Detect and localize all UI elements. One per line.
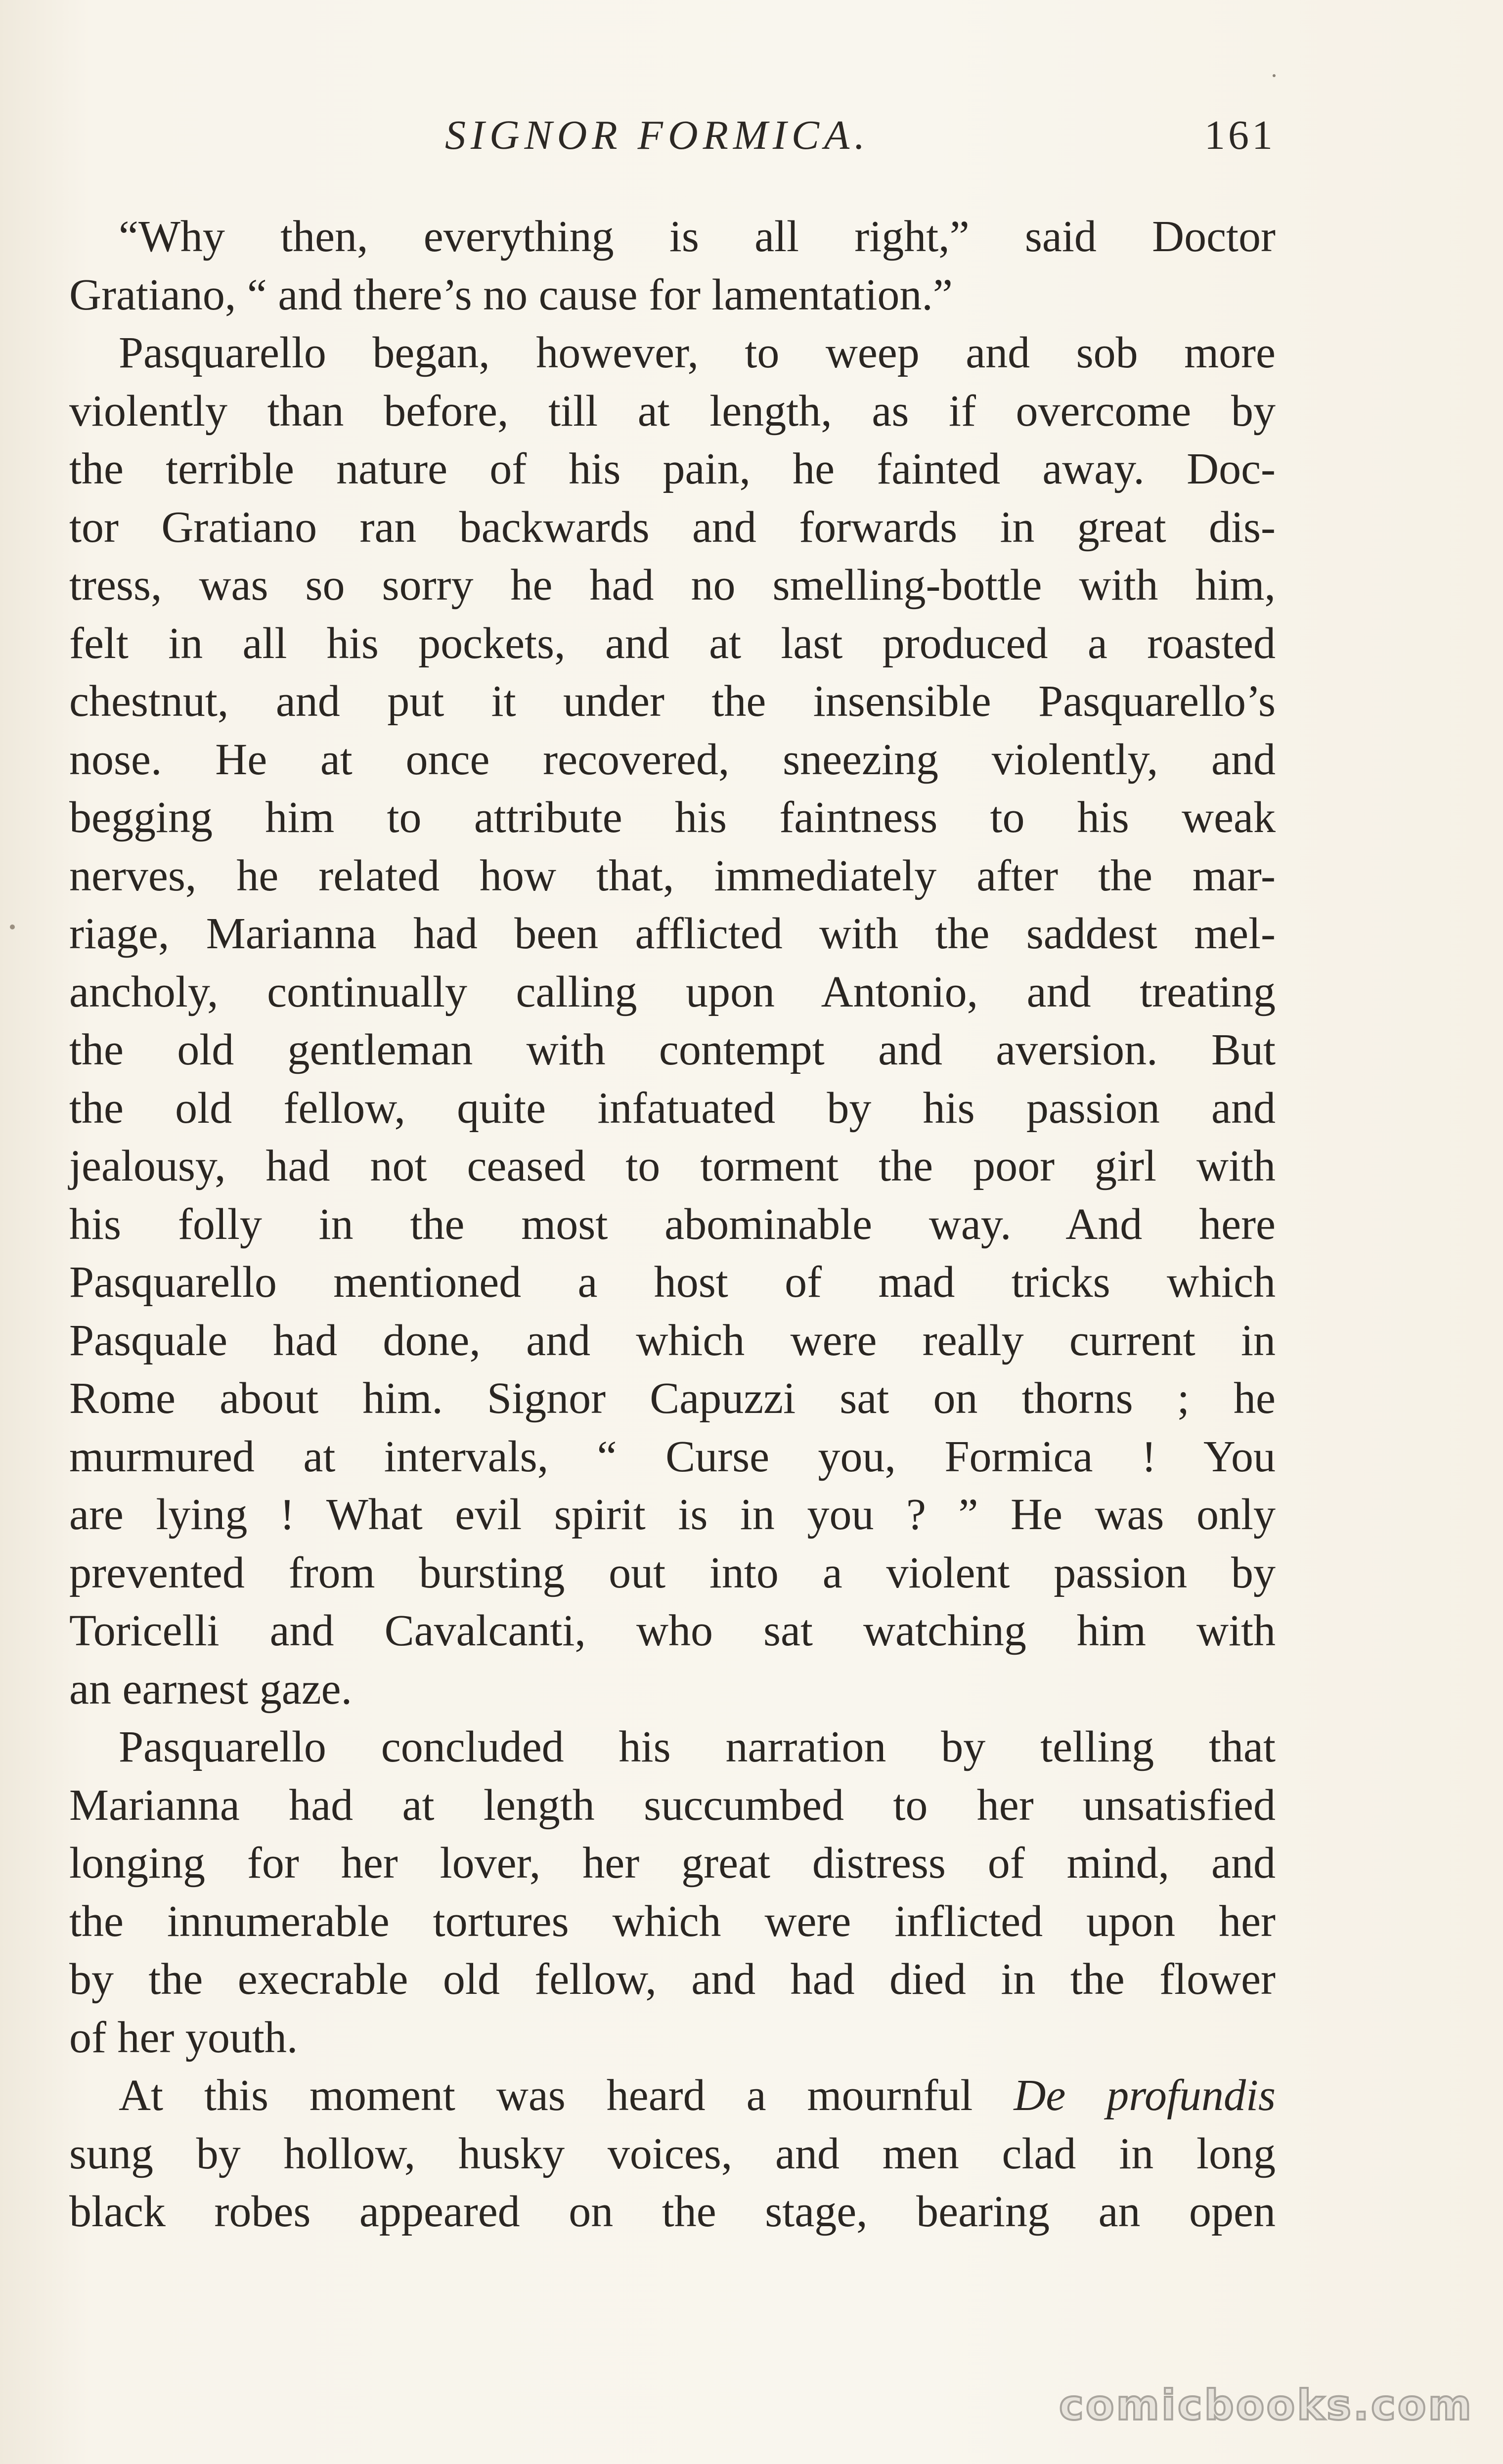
text-line-content: longing for her lover, her great distress of mind, and xyxy=(69,1839,1276,1888)
page-number: 161 xyxy=(1204,112,1276,158)
text-line xyxy=(69,208,1276,266)
text-line xyxy=(69,963,1276,1021)
text-line xyxy=(69,1253,1276,1312)
text-line xyxy=(69,1079,1276,1138)
text-line-content: ancholy, continually calling upon Antonio, and treating xyxy=(69,967,1276,1016)
text-line xyxy=(69,789,1276,847)
text-line-content: At this moment was heard a mournful xyxy=(119,2071,973,2120)
text-line xyxy=(69,731,1276,789)
text-line-content: black robes appeared on the stage, bearing an open xyxy=(69,2187,1276,2236)
text-line-content: begging him to attribute his faintness to his weak xyxy=(69,793,1276,842)
text-line-content: nerves, he related how that, immediately after the mar- xyxy=(69,851,1276,900)
text-line xyxy=(69,1021,1276,1079)
text-line xyxy=(69,1834,1276,1892)
text-line-content: tress, was so sorry he had no smelling-bottle with him, xyxy=(69,561,1276,610)
text-line-content: his folly in the most abominable way. And here xyxy=(69,1199,1276,1249)
body-text xyxy=(69,208,1276,2241)
text-line-content: Pasquarello concluded his narration by telling that xyxy=(119,1722,1276,1771)
text-line-content: prevented from bursting out into a violent passion by xyxy=(69,1548,1276,1597)
text-line xyxy=(69,1660,1276,1718)
text-line xyxy=(69,1312,1276,1370)
text-line-content: “Why then, everything is all right,” said Doctor xyxy=(119,212,1276,261)
text-line xyxy=(69,1776,1276,1835)
text-line-content: tor Gratiano ran backwards and forwards in great dis- xyxy=(69,502,1276,552)
text-line xyxy=(69,1137,1276,1195)
text-line-content: of her youth. xyxy=(69,2013,298,2062)
text-line xyxy=(69,498,1276,557)
text-line-content: Gratiano, “ and there’s no cause for lamentation.” xyxy=(69,270,953,319)
text-line xyxy=(69,1602,1276,1660)
text-line xyxy=(69,556,1276,615)
text-line-content: Pasquarello mentioned a host of mad tricks which xyxy=(69,1258,1276,1307)
text-line-content: the old fellow, quite infatuated by his passion and xyxy=(69,1083,1276,1133)
text-line xyxy=(69,2183,1276,2241)
text-line-content: nose. He at once recovered, sneezing violently, and xyxy=(69,735,1276,784)
text-line xyxy=(69,1544,1276,1602)
text-line-content: Pasquale had done, and which were really current in xyxy=(69,1316,1276,1365)
text-line xyxy=(69,1486,1276,1544)
text-line xyxy=(69,1195,1276,1254)
text-line xyxy=(69,382,1276,440)
margin-speck xyxy=(10,924,15,929)
text-line xyxy=(69,1718,1276,1776)
text-line xyxy=(69,2009,1276,2067)
text-line-content: Marianna had at length succumbed to her unsatisfied xyxy=(69,1780,1276,1830)
running-title: SIGNOR FORMICA. xyxy=(445,112,870,158)
text-line-content: murmured at intervals, “ Curse you, Formica ! You xyxy=(69,1432,1276,1481)
watermark: comicbooks.com xyxy=(1059,2381,1473,2429)
text-line-content: the terrible nature of his pain, he fainted away. Doc- xyxy=(69,444,1276,493)
page-header xyxy=(69,111,1276,171)
text-line-content: violently than before, till at length, as if overcome by xyxy=(69,386,1276,436)
text-line-content: felt in all his pockets, and at last produced a roasted xyxy=(69,618,1276,668)
text-line-content: the old gentleman with contempt and aversion. But xyxy=(69,1025,1276,1074)
text-line-content: chestnut, and put it under the insensible Pasquarello’s xyxy=(69,677,1276,726)
text-line-content: an earnest gaze. xyxy=(69,1664,353,1714)
text-line-content: are lying ! What evil spirit is in you ? ” He was only xyxy=(69,1490,1276,1539)
text-line xyxy=(69,1369,1276,1428)
text-line-content: Rome about him. Signor Capuzzi sat on thorns ; he xyxy=(69,1374,1276,1423)
text-line-content: sung by hollow, husky voices, and men clad in long xyxy=(69,2129,1276,2178)
text-line-content: Pasquarello began, however, to weep and sob more xyxy=(119,328,1276,377)
text-line-content: jealousy, had not ceased to torment the poor girl with xyxy=(69,1142,1276,1190)
ink-speck xyxy=(1273,74,1276,77)
text-line xyxy=(69,672,1276,731)
text-line-content: by the execrable old fellow, and had died in the flower xyxy=(69,1955,1276,2004)
text-line xyxy=(69,440,1276,498)
text-line xyxy=(69,1950,1276,2009)
italic-phrase: De profundis xyxy=(1014,2071,1276,2120)
text-line xyxy=(69,615,1276,673)
text-line-content: Toricelli and Cavalcanti, who sat watching him with xyxy=(69,1606,1276,1655)
text-line xyxy=(69,2125,1276,2183)
text-line xyxy=(69,2067,1276,2125)
text-line xyxy=(69,905,1276,963)
text-line xyxy=(69,1428,1276,1486)
text-line xyxy=(69,324,1276,382)
text-line xyxy=(69,1892,1276,1951)
text-line xyxy=(69,847,1276,905)
text-line-content: riage, Marianna had been afflicted with the saddest mel- xyxy=(69,909,1276,958)
text-line-content: the innumerable tortures which were inflicted upon her xyxy=(69,1896,1276,1946)
text-line xyxy=(69,266,1276,324)
